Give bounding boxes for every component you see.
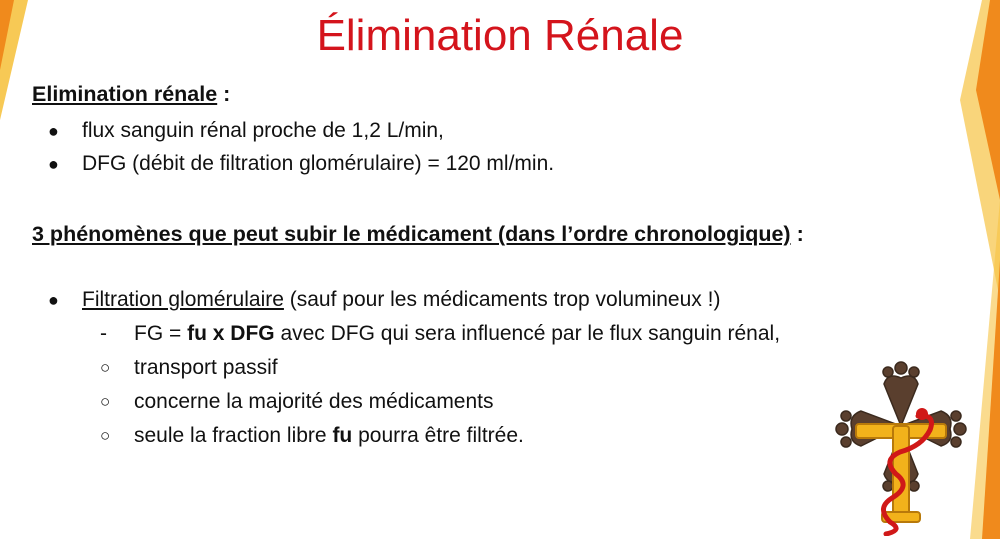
dash-marker: - <box>100 322 107 345</box>
bullet-icon: ● <box>48 290 59 310</box>
bullet-item: DFG (débit de filtration glomérulaire) = 120 ml/min. <box>82 152 555 175</box>
section-heading-2 <box>32 220 804 248</box>
formula-suffix: avec DFG qui sera influencé par le flux sanguin rénal, <box>274 322 781 345</box>
fraction-bold: fu <box>332 424 353 447</box>
circle-bullet-icon: ○ <box>100 358 111 377</box>
sub-item-fraction <box>134 422 524 450</box>
filtration-label: Filtration glomérulaire <box>82 288 284 311</box>
fraction-suffix: pourra être filtrée. <box>352 424 524 447</box>
faculty-logo-icon <box>826 356 976 536</box>
sub-item: transport passif <box>134 356 278 379</box>
sub-item: concerne la majorité des médicaments <box>134 390 494 413</box>
bullet-icon: ● <box>48 154 59 174</box>
bullet-icon: ● <box>48 121 59 141</box>
circle-bullet-icon: ○ <box>100 426 111 445</box>
section-heading-1-text: Elimination rénale <box>32 82 218 106</box>
bullet-item-filtration <box>82 286 720 314</box>
formula-bold: fu x DFG <box>187 322 275 345</box>
fraction-prefix: seule la fraction libre <box>134 424 333 447</box>
filtration-note: (sauf pour les médicaments trop volumineux !) <box>283 288 721 311</box>
section-heading-1 <box>32 80 230 108</box>
section-heading-2-colon: : <box>790 222 804 246</box>
slide-title: Élimination Rénale <box>316 11 684 60</box>
formula-prefix: FG = <box>134 322 188 345</box>
sub-item-formula <box>134 320 780 348</box>
section-heading-1-colon: : <box>217 82 231 106</box>
circle-bullet-icon: ○ <box>100 392 111 411</box>
section-heading-2-text: 3 phénomènes que peut subir le médicament (dans l’ordre chronologique) <box>32 222 791 246</box>
bullet-item: flux sanguin rénal proche de 1,2 L/min, <box>82 119 444 142</box>
